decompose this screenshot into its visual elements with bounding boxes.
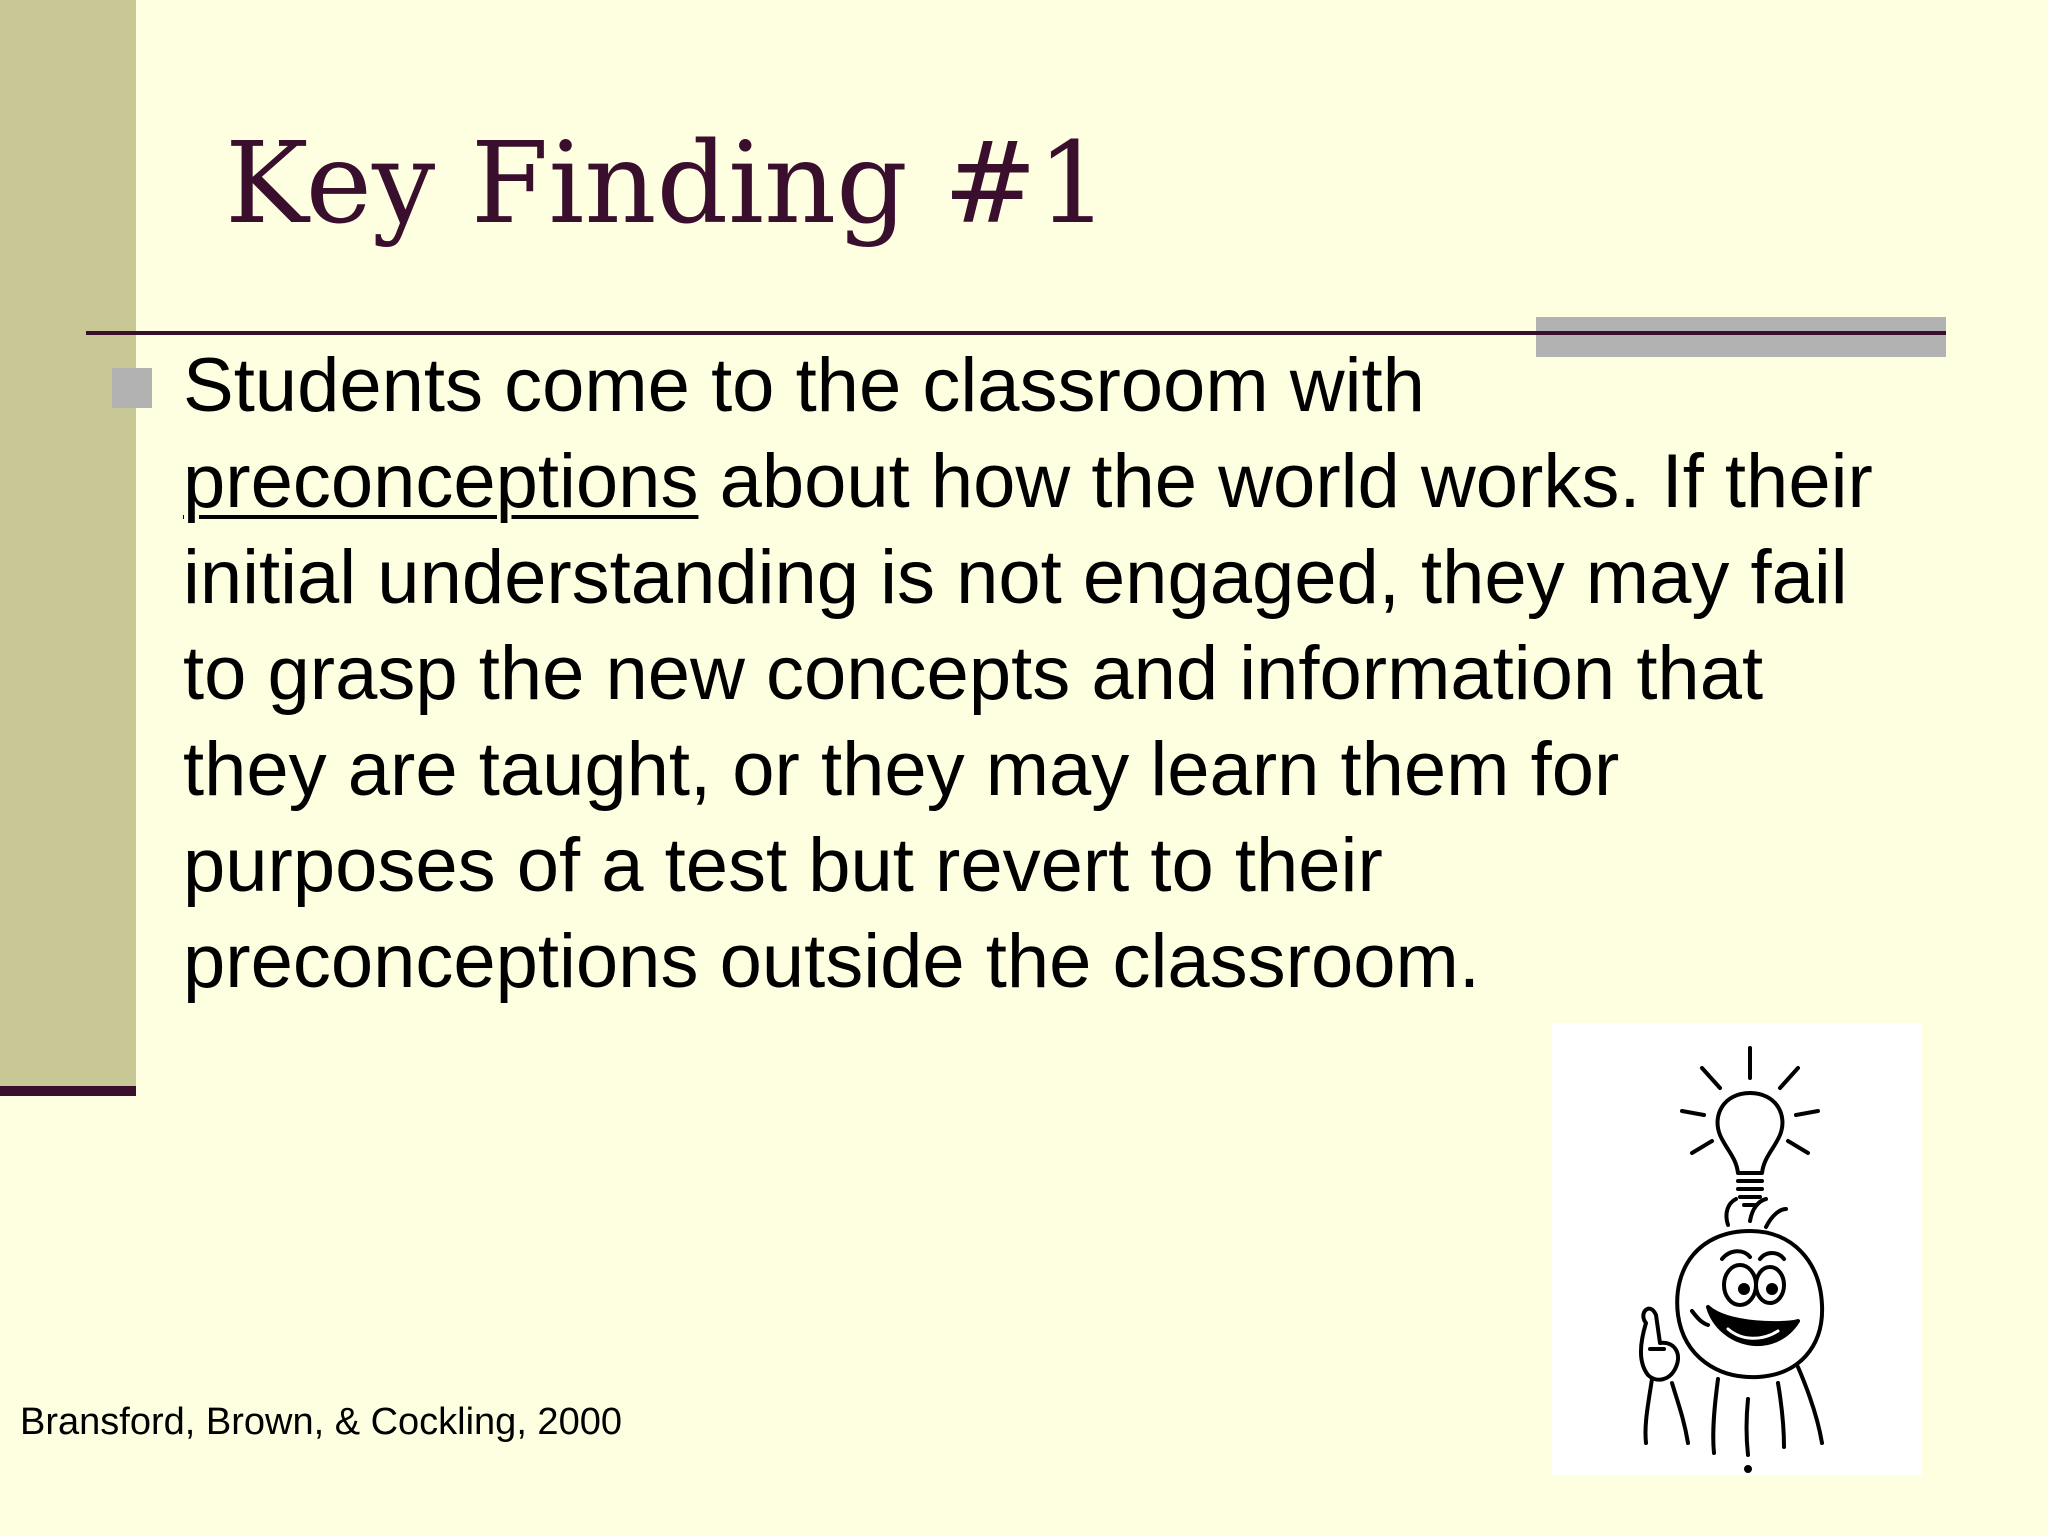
bullet-text (183, 338, 1883, 1010)
bullet-text-part1: Students come to the classroom with (183, 343, 1425, 428)
square-bullet-icon (112, 368, 152, 408)
left-accent-bar-base (0, 1086, 136, 1096)
bullet-text-underlined: preconceptions (183, 439, 699, 524)
bullet-text-part2: about how the world works. If their initial understanding is not engaged, they may fail to grasp the new concepts and information that they are taught, or they may learn them for purposes of a test but revert to their preconceptions outside the classroom. (183, 439, 1873, 1004)
title-rule-accent-line (1536, 331, 1946, 335)
left-accent-bar (0, 0, 136, 1086)
idea-cartoon-icon (1552, 1023, 1922, 1475)
slide-title: Key Finding #1 (225, 119, 1109, 249)
citation: Bransford, Brown, & Cockling, 2000 (20, 1401, 622, 1443)
